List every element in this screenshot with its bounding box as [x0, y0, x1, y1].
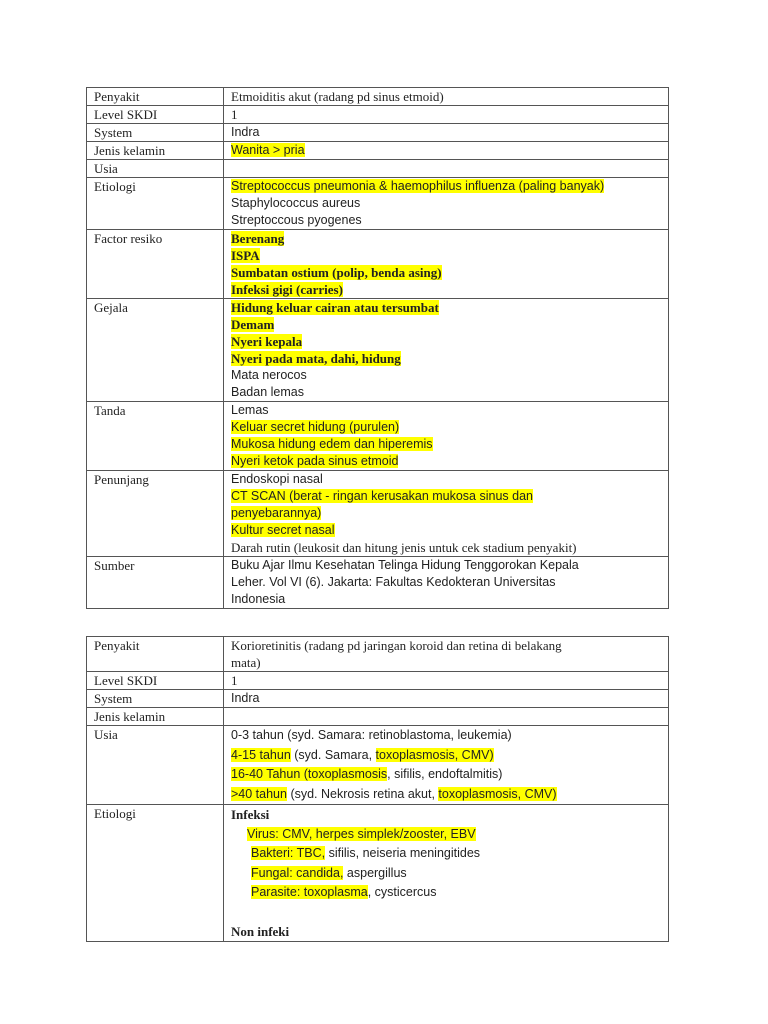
highlighted-text: Bakteri: TBC,: [251, 846, 326, 860]
row-label: Etiologi: [87, 178, 224, 230]
highlighted-text: Sumbatan ostium (polip, benda asing): [231, 265, 442, 280]
highlighted-text: CT SCAN (berat - ringan kerusakan mukosa sinus dan: [231, 489, 533, 503]
table-row: [87, 178, 669, 230]
row-value: [224, 160, 669, 178]
highlighted-text: Nyeri ketok pada sinus etmoid: [231, 454, 399, 468]
row-label: Usia: [87, 726, 224, 805]
row-label: Penyakit: [87, 88, 224, 106]
row-label: Etiologi: [87, 805, 224, 942]
table-row: [87, 160, 669, 178]
table-row: [87, 637, 669, 672]
row-label: Penyakit: [87, 637, 224, 672]
row-label: Penunjang: [87, 471, 224, 557]
row-value: Hidung keluar cairan atau tersumbat Demam Nyeri kepala Nyeri pada mata, dahi, hidung Mata nerocos Badan lemas: [224, 299, 669, 402]
row-value: Endoskopi nasal CT SCAN (berat - ringan kerusakan mukosa sinus dan penyebarannya) Kultur secret nasal Darah rutin (leukosit dan hitung jenis untuk cek stadium penyakit): [224, 471, 669, 557]
row-value: Streptococcus pneumonia & haemophilus influenza (paling banyak) Staphylococcus aureus Streptoccous pyogenes: [224, 178, 669, 230]
row-value: Etmoiditis akut (radang pd sinus etmoid): [224, 88, 669, 106]
highlighted-text: Demam: [231, 317, 275, 332]
highlighted-text: toxoplasmosis, CMV): [375, 747, 494, 762]
row-label: Sumber: [87, 557, 224, 609]
highlighted-text: Keluar secret hidung (purulen): [231, 420, 400, 434]
row-label: Tanda: [87, 402, 224, 471]
table-row: [87, 402, 669, 471]
row-value: [224, 142, 669, 160]
highlighted-text: Streptococcus pneumonia & haemophilus influenza (paling banyak): [231, 179, 605, 193]
table-row: [87, 230, 669, 299]
row-label: Level SKDI: [87, 672, 224, 690]
table-row: [87, 142, 669, 160]
table-row: [87, 726, 669, 805]
highlighted-text: Nyeri pada mata, dahi, hidung: [231, 351, 401, 366]
row-value: [224, 708, 669, 726]
table-row: [87, 124, 669, 142]
disease-table-korioretinitis: [86, 636, 669, 942]
row-value: Korioretinitis (radang pd jaringan koroid dan retina di belakang mata): [224, 637, 669, 672]
highlighted-text: Virus: CMV, herpes simplek/zooster, EBV: [247, 826, 476, 841]
table-row: [87, 690, 669, 708]
highlighted-text: Kultur secret nasal: [231, 523, 335, 537]
row-value: Infeksi Virus: CMV, herpes simplek/zooster, EBV Bakteri: TBC, sifilis, neiseria meningitides Fungal: candida, aspergillus Parasite: toxoplasma, cysticercus Non infeki: [224, 805, 669, 942]
highlighted-text: ISPA: [231, 248, 260, 263]
table-row: [87, 805, 669, 942]
row-value: 1: [224, 672, 669, 690]
highlighted-text: Nyeri kepala: [231, 334, 303, 349]
row-value: Indra: [224, 124, 669, 142]
table-row: [87, 106, 669, 124]
row-value: [224, 230, 669, 299]
row-label: Usia: [87, 160, 224, 178]
highlighted-text: >40 tahun: [231, 786, 287, 801]
row-label: System: [87, 124, 224, 142]
table-row: [87, 672, 669, 690]
highlighted-text: Parasite: toxoplasma: [251, 885, 368, 899]
row-label: Jenis kelamin: [87, 708, 224, 726]
row-value: Indra: [224, 690, 669, 708]
table-row: [87, 88, 669, 106]
highlighted-text: Fungal: candida,: [251, 865, 344, 880]
row-value: 1: [224, 106, 669, 124]
highlighted-text: Berenang: [231, 231, 285, 246]
table-row: [87, 557, 669, 609]
highlighted-text: Hidung keluar cairan atau tersumbat: [231, 300, 439, 315]
row-label: Factor resiko: [87, 230, 224, 299]
table-row: [87, 708, 669, 726]
highlighted-text: toxoplasmosis, CMV): [438, 786, 557, 801]
row-value: Lemas Keluar secret hidung (purulen) Mukosa hidung edem dan hiperemis Nyeri ketok pada sinus etmoid: [224, 402, 669, 471]
disease-table-etmoiditis: [86, 87, 669, 609]
row-label: Jenis kelamin: [87, 142, 224, 160]
highlighted-text: Infeksi gigi (carries): [231, 282, 343, 297]
highlighted-text: 16-40 Tahun (toxoplasmosis: [231, 767, 388, 781]
row-value: 0-3 tahun (syd. Samara: retinoblastoma, leukemia) 4-15 tahun (syd. Samara, toxoplasmosis, CMV) 16-40 Tahun (toxoplasmosis, sifilis, endoftalmitis) >40 tahun (syd. Nekrosis retina akut, toxoplasmosis, CMV): [224, 726, 669, 805]
highlighted-text: penyebarannya): [231, 506, 322, 520]
row-label: Gejala: [87, 299, 224, 402]
highlighted-text: Wanita > pria: [231, 143, 305, 157]
row-value: Buku Ajar Ilmu Kesehatan Telinga Hidung Tenggorokan Kepala Leher. Vol VI (6). Jakarta: Fakultas Kedokteran Universitas Indonesia: [224, 557, 669, 609]
table-row: [87, 471, 669, 557]
row-label: Level SKDI: [87, 106, 224, 124]
table-row: [87, 299, 669, 402]
highlighted-text: 4-15 tahun: [231, 747, 291, 762]
row-label: System: [87, 690, 224, 708]
highlighted-text: Mukosa hidung edem dan hiperemis: [231, 437, 433, 451]
